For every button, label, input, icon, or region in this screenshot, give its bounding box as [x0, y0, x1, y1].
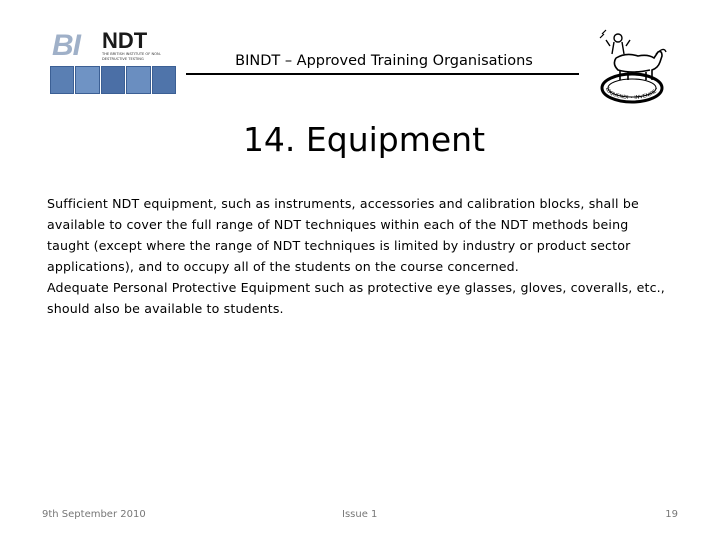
paragraph-equipment: Sufficient NDT equipment, such as instruments, accessories and calibration blocks, shall be available to cover the full range of NDT techniques within each of the NDT methods being taught (except where the range of NDT techniques is limited by industry or product sector applications), and to occupy all of the students on the course concerned. — [47, 196, 639, 274]
header-divider — [186, 73, 579, 75]
paragraph-ppe: Adequate Personal Protective Equipment such as protective eye glasses, gloves, coveralls, etc., should also be available to students. — [47, 280, 665, 316]
logo-tile-atom-icon — [50, 66, 74, 94]
footer-page-number: 19 — [665, 509, 678, 520]
header-title: BINDT – Approved Training Organisations — [235, 53, 533, 69]
logo-ndt-text: NDT — [102, 28, 148, 53]
bindt-logo — [48, 28, 176, 94]
logo-tile-wave-icon — [75, 66, 99, 94]
crest-motto: LOQUENDI • INVENIRE • — [603, 86, 661, 102]
crest-logo — [592, 28, 672, 110]
body-text — [47, 193, 667, 319]
logo-tile-spectrum-icon — [126, 66, 150, 94]
slide-title: 14. Equipment — [242, 120, 486, 159]
footer-issue: Issue 1 — [342, 509, 378, 520]
logo-wordmark — [48, 28, 176, 64]
logo-tile-gear-icon — [152, 66, 176, 94]
logo-tile-signal-icon — [101, 66, 125, 94]
logo-bi-text: BI — [52, 29, 80, 62]
logo-image-strip — [50, 66, 176, 94]
footer-date: 9th September 2010 — [42, 509, 146, 520]
logo-subtitle: THE BRITISH INSTITUTE OF NON-DESTRUCTIVE TESTING — [102, 52, 161, 61]
